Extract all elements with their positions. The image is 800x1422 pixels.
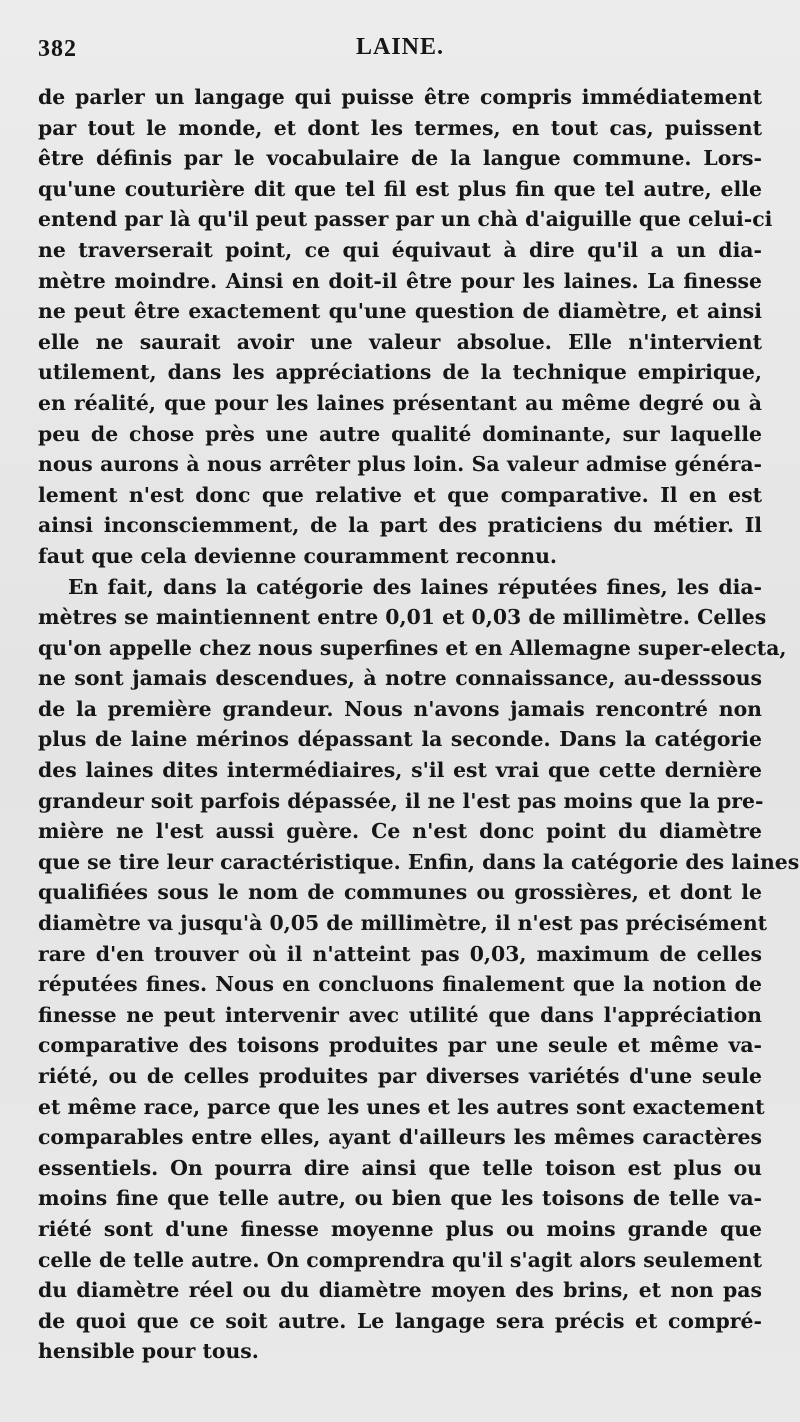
text-line: en réalité, que pour les laines présentant au même degré ou à <box>38 390 762 415</box>
running-title: LAINE. <box>355 34 445 60</box>
text-line: nous aurons à nous arrêter plus loin. Sa valeur admise généra- <box>38 452 762 477</box>
text-line: plus de laine mérinos dépassant la seconde. Dans la catégorie <box>38 727 762 752</box>
text-line: de parler un langage qui puisse être compris immédiatement <box>38 85 762 109</box>
text-line: réputées fines. Nous en concluons finalement que la notion de <box>38 972 762 997</box>
text-line: lement n'est donc que relative et que comparative. Il en est <box>38 482 762 507</box>
text-line: qualifiées sous le nom de communes ou grossières, et dont le <box>38 880 762 905</box>
text-line: riété sont d'une finesse moyenne plus ou moins grande que <box>38 1216 762 1241</box>
text-line: ne traverserait point, ce qui équivaut à dire qu'il a un dia- <box>38 237 762 262</box>
text-line: ne sont jamais descendues, à notre connaissance, au-desssous <box>38 666 762 691</box>
text-line: peu de chose près une autre qualité dominante, sur laquelle <box>38 421 762 446</box>
text-line: celle de telle autre. On comprendra qu'il s'agit alors seulement <box>38 1247 763 1272</box>
text-line: du diamètre réel ou du diamètre moyen des brins, et non pas <box>38 1278 762 1303</box>
text-line: qu'une couturière dit que tel fil est plus fin que tel autre, elle <box>38 176 762 201</box>
text-line: comparables entre elles, ayant d'ailleurs les mêmes caractères <box>38 1125 762 1150</box>
text-line: En fait, dans la catégorie des laines réputées fines, les dia- <box>68 574 762 599</box>
text-line: finesse ne peut intervenir avec utilité que dans l'appréciation <box>38 1002 762 1027</box>
text-line: grandeur soit parfois dépassée, il ne l'est pas moins que la pre- <box>38 788 764 813</box>
text-line: rare d'en trouver où il n'atteint pas 0,03, maximum de celles <box>38 941 762 966</box>
text-line: qu'on appelle chez nous superfines et en Allemagne super-electa, <box>38 635 787 660</box>
text-line: que se tire leur caractéristique. Enfin, dans la catégorie des laines <box>38 849 800 874</box>
text-line: mière ne l'est aussi guère. Ce n'est donc point du diamètre <box>38 819 762 844</box>
text-line: utilement, dans les appréciations de la technique empirique, <box>38 360 762 385</box>
text-line: mètre moindre. Ainsi en doit-il être pour les laines. La finesse <box>38 268 762 293</box>
text-line: comparative des toisons produites par une seule et même va- <box>38 1033 762 1058</box>
text-line: elle ne saurait avoir une valeur absolue. Elle n'intervient <box>38 329 762 354</box>
text-line: riété, ou de celles produites par diverses variétés d'une seule <box>38 1064 762 1088</box>
text-line: de la première grandeur. Nous n'avons jamais rencontré non <box>38 696 762 721</box>
text-line: ne peut être exactement qu'une question de diamètre, et ainsi <box>38 299 762 324</box>
text-line: être définis par le vocabulaire de la langue commune. Lors- <box>38 146 762 171</box>
page-number: 382 <box>38 36 77 62</box>
text-line: diamètre va jusqu'à 0,05 de millimètre, il n'est pas précisément <box>38 911 768 936</box>
text-line: des laines dites intermédiaires, s'il est vrai que cette dernière <box>38 758 762 783</box>
text-line: et même race, parce que les unes et les autres sont exactement <box>38 1094 765 1119</box>
body-text <box>38 82 800 1367</box>
text-line: mètres se maintiennent entre 0,01 et 0,03 de millimètre. Celles <box>38 605 767 630</box>
text-line: moins fine que telle autre, ou bien que les toisons de telle va- <box>38 1186 762 1211</box>
text-line: par tout le monde, et dont les termes, en tout cas, puissent <box>38 115 762 140</box>
text-line: ainsi inconsciemment, de la part des praticiens du métier. Il <box>38 513 762 538</box>
text-line: hensible pour tous. <box>38 1339 259 1364</box>
running-head <box>38 30 762 70</box>
text-line: entend par là qu'il peut passer par un chà d'aiguille que celui-ci <box>38 207 773 232</box>
text-line: essentiels. On pourra dire ainsi que telle toison est plus ou <box>38 1155 762 1180</box>
text-line: faut que cela devienne couramment reconnu. <box>38 543 558 568</box>
text-line: de quoi que ce soit autre. Le langage sera précis et compré- <box>38 1308 762 1333</box>
